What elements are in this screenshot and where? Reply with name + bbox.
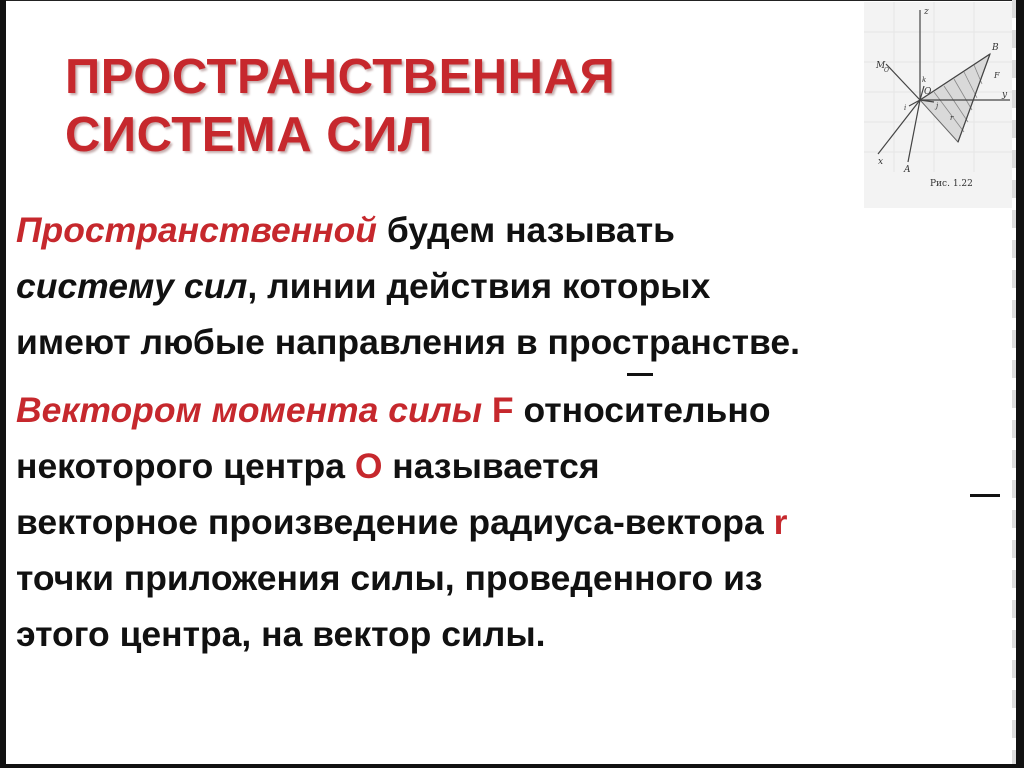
label-r: r (950, 114, 954, 122)
radius-symbol: r (773, 502, 788, 542)
label-f: F (994, 71, 1000, 80)
label-o: O (924, 87, 932, 97)
definition-1-line-2 (16, 258, 800, 314)
label-j: j (936, 102, 939, 110)
definition-2-line-5: этого центра, на вектор силы. (16, 614, 546, 654)
definition-2-text-1: относительно (513, 390, 771, 430)
center-symbol: О (354, 446, 383, 486)
slide-bottom-edge (0, 764, 1024, 768)
term-force-system: систему сил (16, 266, 248, 306)
term-spatial: Пространственной (16, 210, 377, 250)
definition-1-line-3: имеют любые направления в пространстве. (16, 322, 800, 362)
term-moment-vector: Вектором момента силы (16, 390, 492, 430)
moment-vector-figure (864, 2, 1012, 208)
definition-2-line-3 (16, 494, 787, 550)
label-z: z (924, 7, 929, 17)
definition-2-text-2-before: некоторого центра (16, 446, 355, 486)
label-k: k (922, 76, 927, 84)
radius-vector-overbar (970, 494, 1000, 497)
label-i: i (904, 104, 907, 112)
definition-2-text-3: векторное произведение радиуса-вектора (16, 502, 774, 542)
label-b: B (992, 43, 999, 53)
definition-1-text-2: , линии действия которых (247, 266, 711, 306)
definition-1-line-1 (16, 202, 800, 258)
slide-right-edge (1016, 0, 1024, 768)
slide-left-edge (0, 0, 6, 768)
figure-diagram (864, 2, 1012, 208)
label-a: A (904, 165, 911, 175)
force-vector-overbar (627, 373, 653, 376)
definition-1-text-1: будем называть (376, 210, 675, 250)
figure-caption: Рис. 1.22 (930, 179, 973, 189)
label-x: x (878, 157, 884, 167)
definition-spatial-system (16, 202, 800, 370)
label-mo: M (876, 61, 886, 71)
force-symbol: F (491, 390, 514, 430)
slide-title-line-2: СИСТЕМА СИЛ (65, 108, 433, 162)
slide-right-edge-stripe (1012, 0, 1016, 768)
definition-2-line-4: точки приложения силы, проведенного из (16, 558, 763, 598)
definition-moment-vector (16, 382, 787, 662)
definition-2-line-1 (16, 382, 787, 438)
slide-title (65, 48, 805, 164)
label-y: y (1002, 90, 1008, 100)
definition-2-line-2 (16, 438, 787, 494)
definition-2-text-2-after: называется (382, 446, 600, 486)
slide-title-line-1: ПРОСТРАНСТВЕННАЯ (65, 50, 616, 104)
label-mo-sub: O (884, 67, 889, 74)
